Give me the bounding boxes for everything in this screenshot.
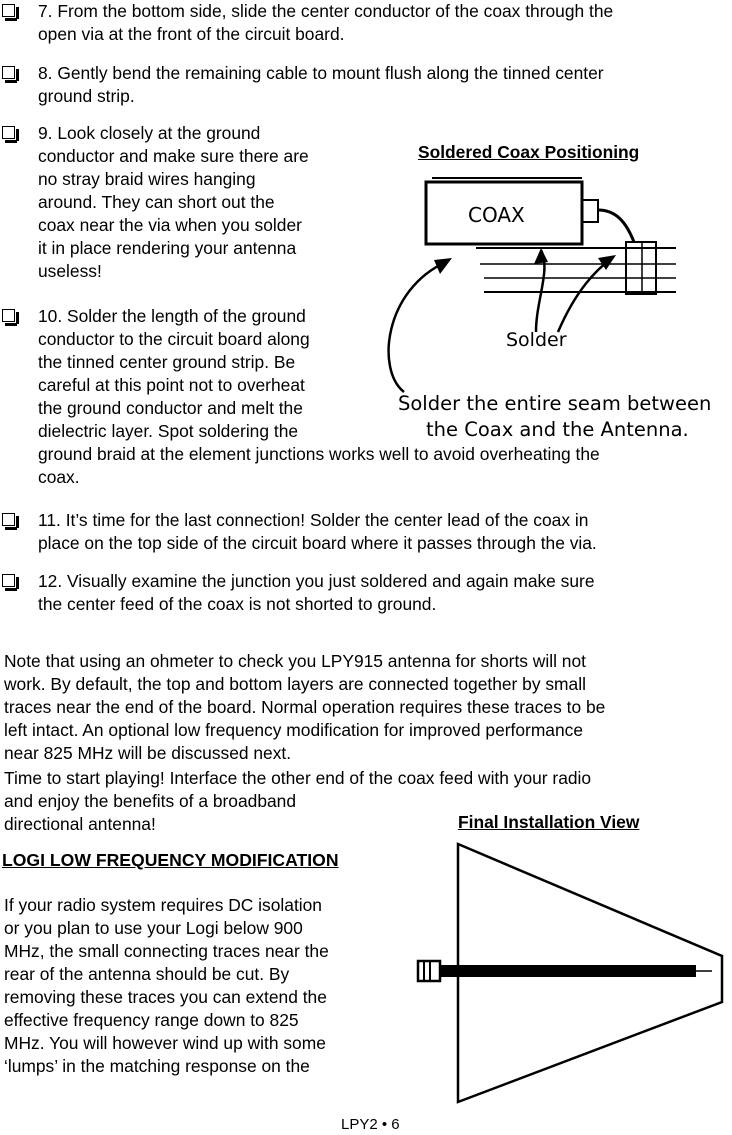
- step-line: 12. Visually examine the junction you just soldered and again make sure: [38, 571, 595, 591]
- page-number: LPY2 • 6: [341, 1116, 400, 1133]
- checkbox-icon: [2, 309, 15, 322]
- soldered-coax-diagram: [376, 170, 732, 445]
- step-line: conductor and make sure there are: [38, 146, 309, 166]
- step-line: useless!: [38, 261, 102, 281]
- step-line: open via at the front of the circuit board.: [38, 24, 345, 44]
- coax-label: COAX: [468, 203, 525, 227]
- checkbox-icon: [2, 513, 15, 526]
- closing-line: and enjoy the benefits of a broadband: [4, 791, 297, 811]
- section-line: MHz, the small connecting traces near the: [4, 941, 329, 961]
- step-line: around. They can short out the: [38, 192, 275, 212]
- closing-line: directional antenna!: [4, 814, 156, 834]
- solder-note-line-1: Solder the entire seam between: [398, 392, 712, 415]
- section-line: MHz. You will however wind up with some: [4, 1033, 326, 1053]
- note-line: Note that using an ohmeter to check you LPY915 antenna for shorts will not: [4, 651, 586, 671]
- note-line: left intact. An optional low frequency modification for improved performance: [4, 720, 584, 740]
- checkbox-icon: [2, 66, 15, 79]
- step-line: place on the top side of the circuit board where it passes through the via.: [38, 533, 597, 553]
- note-line: near 825 MHz will be discussed next.: [4, 743, 292, 763]
- figure-1-caption: Soldered Coax Positioning: [418, 142, 640, 162]
- final-installation-diagram: [410, 840, 730, 1105]
- solder-note-line-2: the Coax and the Antenna.: [426, 418, 689, 441]
- section-line: rear of the antenna should be cut. By: [4, 964, 290, 984]
- step-line: dielectric layer. Spot soldering the: [38, 421, 299, 441]
- ohmeter-note: [4, 650, 605, 765]
- step-line: careful at this point not to overheat: [38, 375, 305, 395]
- step-line: 11. It’s time for the last connection! Solder the center lead of the coax in: [38, 510, 589, 530]
- step-line: 7. From the bottom side, slide the center conductor of the coax through the: [38, 1, 614, 21]
- closing-line: Time to start playing! Interface the other end of the coax feed with your radio: [4, 768, 592, 788]
- checkbox-icon: [2, 126, 15, 139]
- checkbox-icon: [2, 4, 15, 17]
- step-line: ground strip.: [38, 86, 135, 106]
- section-heading: LOGI LOW FREQUENCY MODIFICATION: [2, 850, 339, 870]
- step-line: the tinned center ground strip. Be: [38, 352, 296, 372]
- step-line: 10. Solder the length of the ground: [38, 306, 306, 326]
- step-line: the center feed of the coax is not shorted to ground.: [38, 594, 437, 614]
- step-line: it in place rendering your antenna: [38, 238, 297, 258]
- step-line: coax.: [38, 467, 80, 487]
- step-line: the ground conductor and melt the: [38, 398, 303, 418]
- section-line: effective frequency range down to 825: [4, 1010, 299, 1030]
- note-line: traces near the end of the board. Normal operation requires these traces to be: [4, 697, 606, 717]
- section-line: or you plan to use your Logi below 900: [4, 918, 303, 938]
- note-line: work. By default, the top and bottom layers are connected together by small: [4, 674, 586, 694]
- figure-2-caption: Final Installation View: [458, 812, 640, 832]
- step-line: coax near the via when you solder: [38, 215, 302, 235]
- checkbox-icon: [2, 574, 15, 587]
- step-line: ground braid at the element junctions works well to avoid overheating the: [38, 444, 600, 464]
- section-line: ‘lumps’ in the matching response on the: [4, 1056, 310, 1076]
- section-line: removing these traces you can extend the: [4, 987, 327, 1007]
- step-line: 9. Look closely at the ground: [38, 123, 261, 143]
- solder-label: Solder: [506, 329, 567, 351]
- section-line: If your radio system requires DC isolation: [4, 895, 322, 915]
- step-line: 8. Gently bend the remaining cable to mount flush along the tinned center: [38, 63, 604, 83]
- section-paragraph: [4, 894, 329, 1078]
- step-line: conductor to the circuit board along: [38, 329, 310, 349]
- step-line: no stray braid wires hanging: [38, 169, 256, 189]
